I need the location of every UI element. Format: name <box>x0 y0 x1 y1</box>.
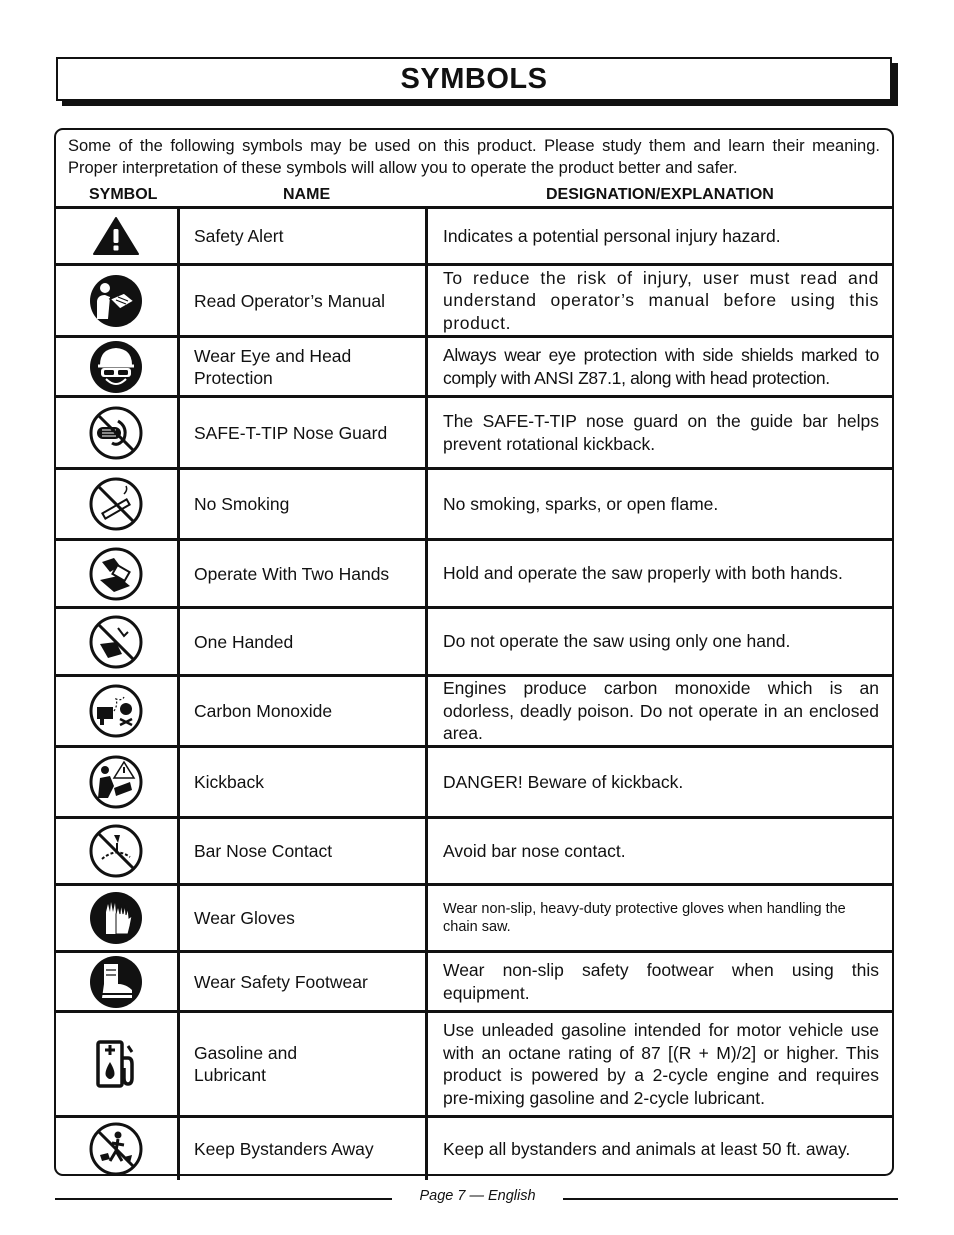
table-row <box>55 206 893 263</box>
carbon-monoxide-icon <box>55 677 180 745</box>
kickback-icon <box>55 748 180 816</box>
row-name: Kickback <box>180 748 428 816</box>
row-description: Keep all bystanders and animals at least 50 ft. away. <box>443 1138 851 1159</box>
bar-nose-contact-icon <box>55 819 180 883</box>
safety-footwear-icon <box>55 953 180 1010</box>
keep-bystanders-away-icon <box>55 1118 180 1180</box>
table-row <box>55 883 893 950</box>
table-row <box>55 816 893 883</box>
page-title: SYMBOLS <box>400 62 548 95</box>
table-row <box>55 745 893 816</box>
table-row <box>55 263 893 335</box>
row-name: Safety Alert <box>180 209 428 263</box>
row-name: Wear Gloves <box>180 886 428 950</box>
table-row <box>55 950 893 1010</box>
intro-paragraph: Some of the following symbols may be used on this product. Please study them and learn their meaning. Proper interpretation of these symbols will allow you to operate the product better and safer. <box>68 137 880 177</box>
eye-head-protection-icon <box>55 338 180 395</box>
column-header-symbol: SYMBOL <box>89 186 158 203</box>
row-description: Use unleaded gasoline intended for motor vehicle use with an octane rating of 87 [(R + M)/2] or higher. This product is powered by a 2-cycle engine and requires pre-mixing gasoline and 2-cycle lubricant. <box>443 1020 879 1108</box>
row-description: To reduce the risk of injury, user must read and understand operator’s manual before using this product. <box>443 267 879 333</box>
row-name: Wear Eye and Head Protection <box>180 338 428 395</box>
row-name: One Handed <box>180 609 428 674</box>
row-description: The SAFE-T-TIP nose guard on the guide bar helps prevent rotational kickback. <box>443 411 879 454</box>
table-row <box>55 606 893 674</box>
table-row <box>55 538 893 606</box>
table-row <box>55 467 893 538</box>
gloves-icon <box>55 886 180 950</box>
table-row <box>55 674 893 745</box>
two-hands-icon <box>55 541 180 606</box>
row-description: Always wear eye protection with side shields marked to comply with ANSI Z87.1, along with head protection. <box>443 345 879 388</box>
footer-rule-right <box>563 1198 898 1200</box>
row-description: Wear non-slip, heavy-duty protective gloves when handling the chain saw. <box>443 901 846 935</box>
row-name: SAFE-T-TIP Nose Guard <box>180 398 428 467</box>
column-header-name: NAME <box>283 186 331 203</box>
footer-rule-left <box>55 1198 392 1200</box>
row-description: No smoking, sparks, or open flame. <box>443 493 719 514</box>
row-description: Engines produce carbon monoxide which is an odorless, deadly poison. Do not operate in an enclosed area. <box>443 678 879 744</box>
nose-guard-icon <box>55 398 180 467</box>
row-name: No Smoking <box>180 470 428 538</box>
one-handed-prohibited-icon <box>55 609 180 674</box>
table-row <box>55 1115 893 1180</box>
table-row <box>55 335 893 395</box>
safety-alert-icon <box>55 209 180 263</box>
column-header-designation: DESIGNATION/EXPLANATION <box>546 186 774 203</box>
title-banner <box>56 57 892 101</box>
row-description: Do not operate the saw using only one hand. <box>443 631 791 652</box>
row-name: Read Operator’s Manual <box>180 266 428 335</box>
row-name: Gasoline and Lubricant <box>180 1013 428 1115</box>
row-description: Avoid bar nose contact. <box>443 840 626 861</box>
row-name: Operate With Two Hands <box>180 541 428 606</box>
table-row <box>55 395 893 467</box>
row-name: Keep Bystanders Away <box>180 1118 428 1180</box>
read-manual-icon <box>55 266 180 335</box>
row-description: DANGER! Beware of kickback. <box>443 771 684 792</box>
page-footer: Page 7 — English <box>419 1188 536 1204</box>
row-description: Wear non-slip safety footwear when using this equipment. <box>443 960 879 1003</box>
row-description: Hold and operate the saw properly with both hands. <box>443 563 843 584</box>
row-description: Indicates a potential personal injury hazard. <box>443 225 781 246</box>
row-name: Bar Nose Contact <box>180 819 428 883</box>
row-name: Carbon Monoxide <box>180 677 428 745</box>
no-smoking-icon <box>55 470 180 538</box>
table-row <box>55 1010 893 1115</box>
row-name: Wear Safety Footwear <box>180 953 428 1010</box>
fuel-pump-icon <box>55 1013 180 1115</box>
